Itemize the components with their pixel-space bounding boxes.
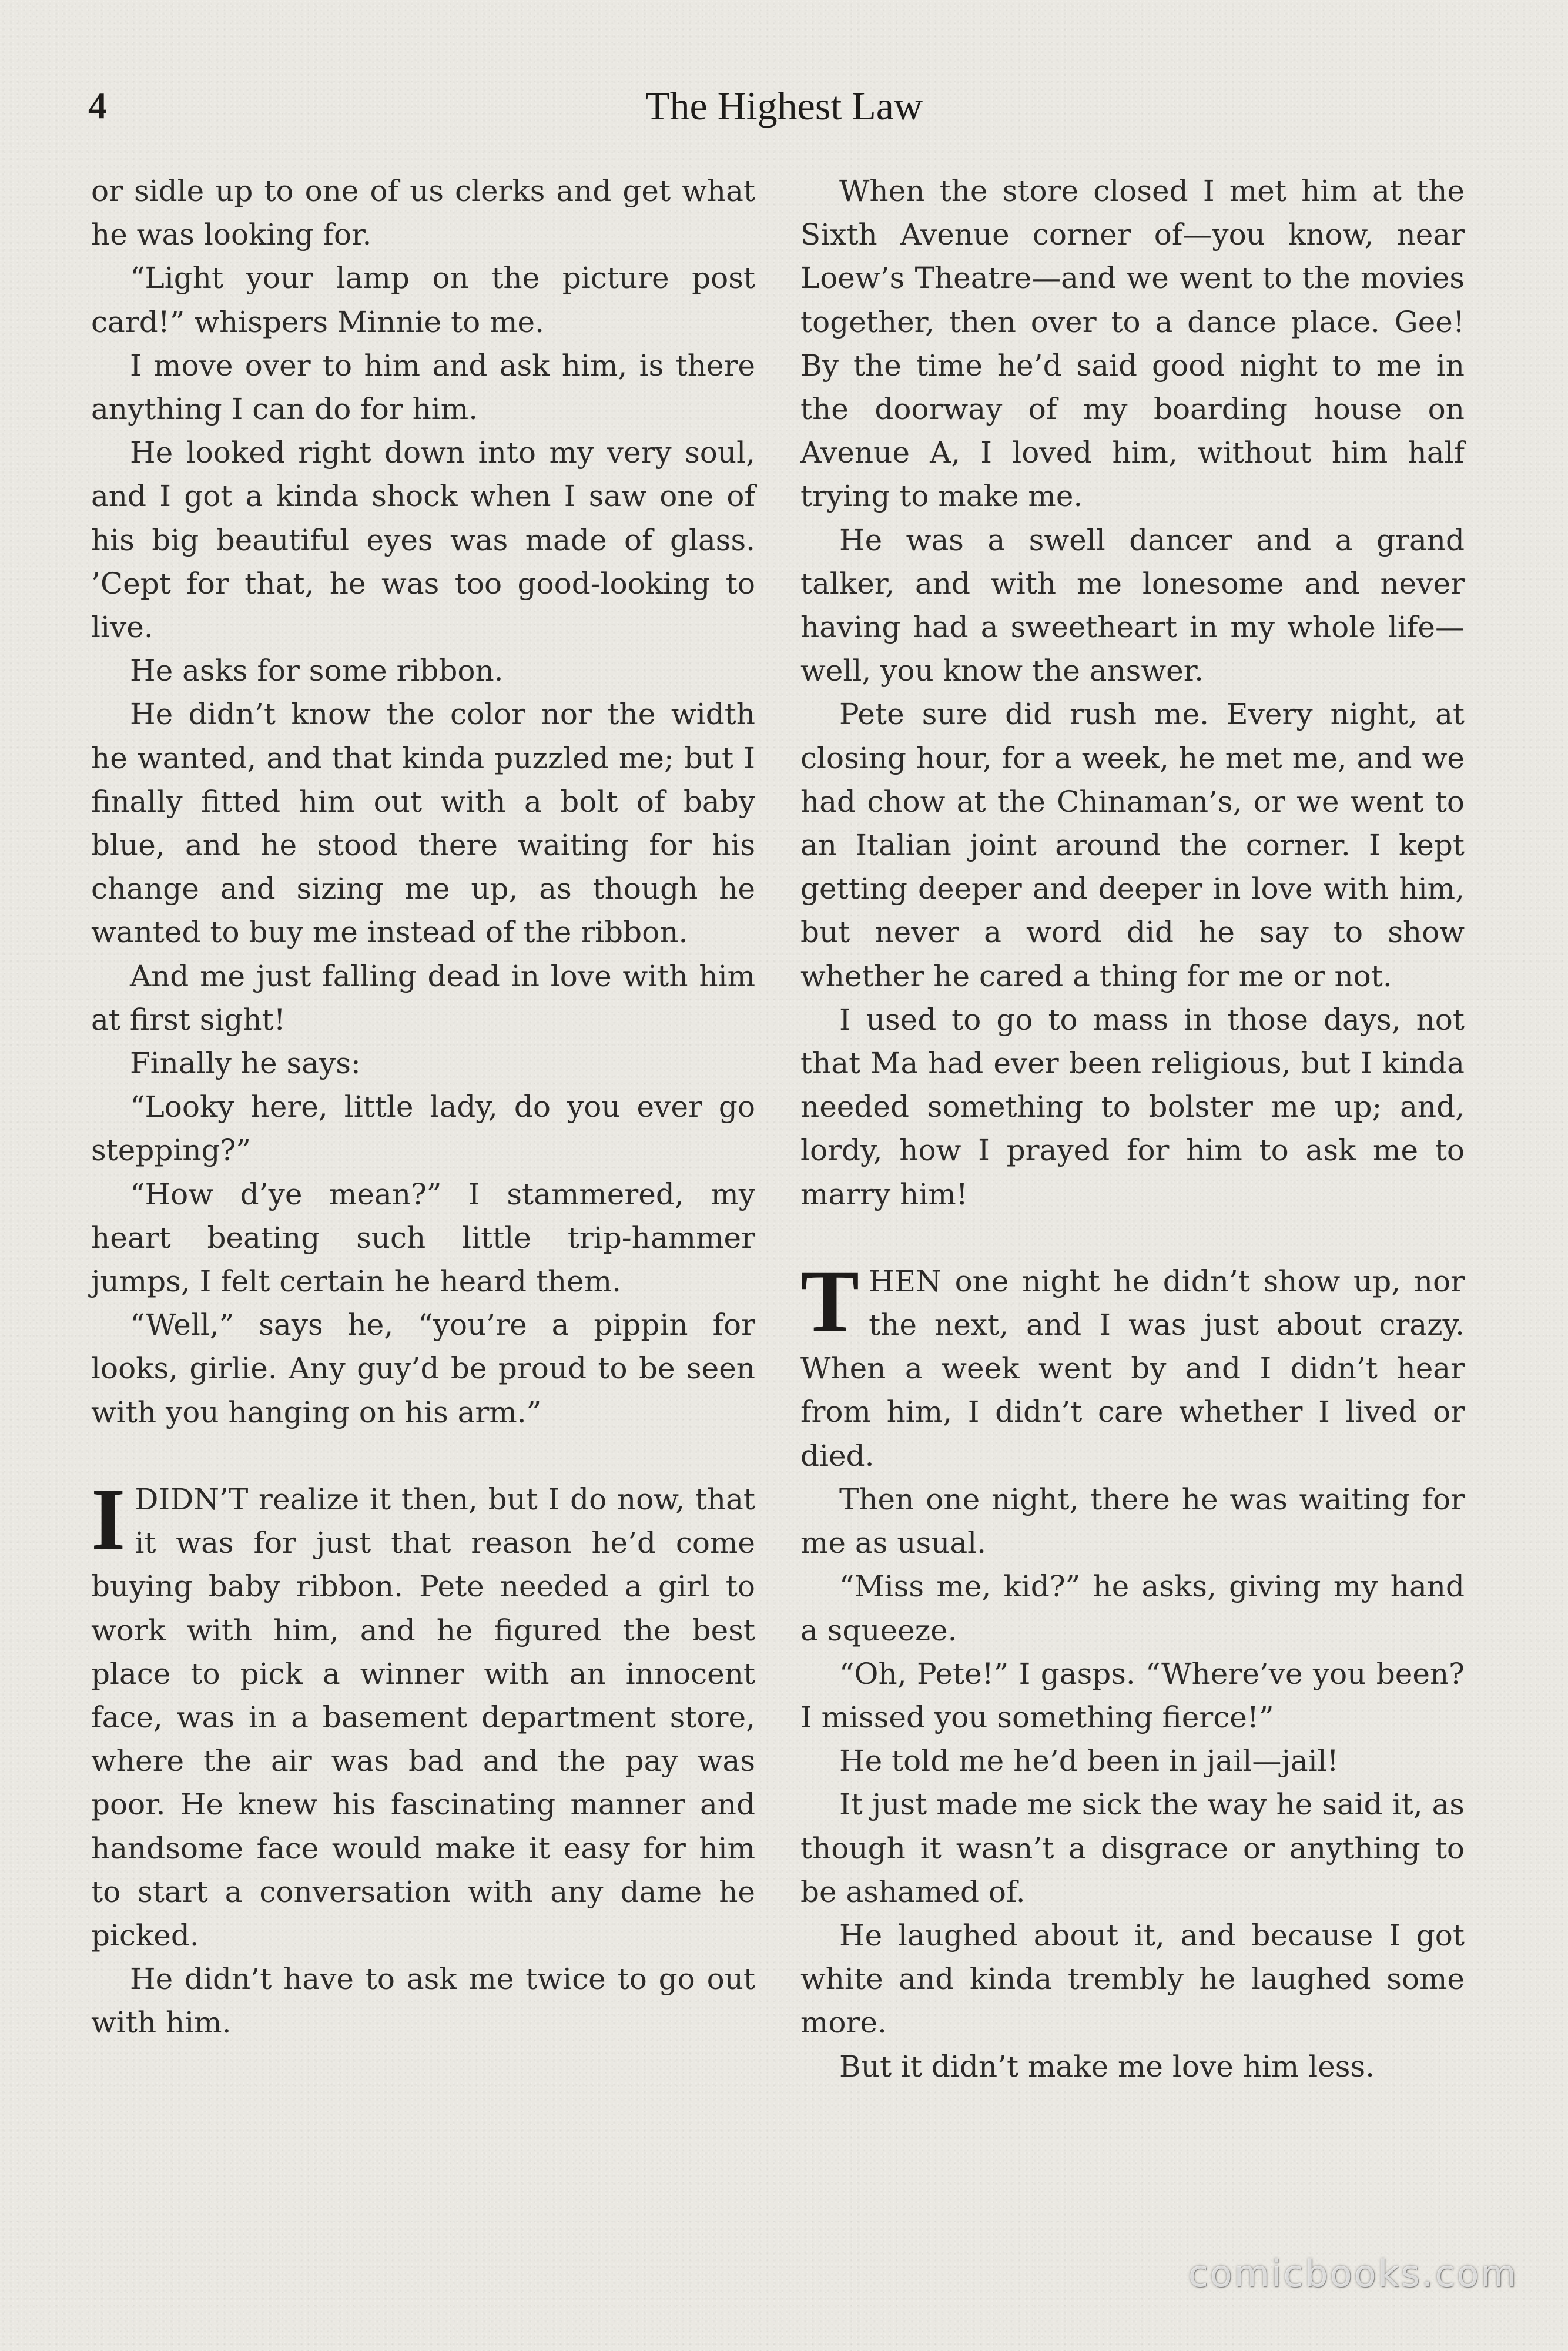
page-number: 4	[88, 85, 107, 126]
right-column	[800, 169, 1465, 2088]
paragraph: He didn’t have to ask me twice to go out with him.	[91, 1962, 755, 2040]
paragraph: or sidle up to one of us clerks and get what he was looking for.	[91, 174, 755, 252]
watermark: comicbooks.com	[1188, 2252, 1518, 2295]
paragraph: Pete sure did rush me. Every night, at closing hour, for a week, he met me, and we had chow at the Chinaman’s, or we went to an Italian joint around the corner. I kept getting deeper and deeper in love with him, but never a word did he say to show whether he cared a thing for me or not.	[800, 697, 1465, 993]
drop-cap: I	[91, 1470, 126, 1568]
paragraph: He laughed about it, and because I got white and kinda trembly he laughed some more.	[800, 1918, 1465, 2040]
paragraph: “Well,” says he, “you’re a pippin for looks, girlie. Any guy’d be proud to be seen with you hanging on his arm.”	[91, 1308, 755, 1429]
paragraph: He looked right down into my very soul, and I got a kinda shock when I saw one of his big beautiful eyes was made of glass. ’Cept for that, he was too good-looking to live.	[91, 436, 755, 645]
paragraph: Finally he says:	[130, 1046, 361, 1081]
paragraph: “Oh, Pete!” I gasps. “Where’ve you been? I missed you something fierce!”	[800, 1656, 1465, 1734]
paragraph: But it didn’t make me love him less.	[839, 2049, 1375, 2084]
paragraph: “Light your lamp on the picture post card!” whispers Minnie to me.	[91, 261, 755, 339]
paragraph: It just made me sick the way he said it, as though it wasn’t a disgrace or anything to be ashamed of.	[800, 1787, 1465, 1909]
left-column	[91, 169, 755, 2045]
drop-cap: T	[800, 1252, 860, 1350]
paragraph: “Looky here, little lady, do you ever go stepping?”	[91, 1090, 755, 1168]
running-head-title: The Highest Law	[645, 83, 923, 128]
paragraph: I move over to him and ask him, is there anything I can do for him.	[91, 348, 755, 427]
paragraph: He told me he’d been in jail—jail!	[839, 1744, 1339, 1779]
paragraph: Then one night, there he was waiting for me as usual.	[800, 1482, 1465, 1560]
paragraph: And me just falling dead in love with him at first sight!	[91, 959, 755, 1037]
paragraph: When the store closed I met him at the Sixth Avenue corner of—you know, near Loew’s Theatre—and we went to the movies together, then over to a dance place. Gee! By the time he’d said good night to me in the doorway of my boarding house on Avenue A, I loved him, without him half trying to make me.	[800, 174, 1465, 514]
paragraph: He was a swell dancer and a grand talker, and with me lonesome and never having had a sweetheart in my whole life—well, you know the answer.	[800, 523, 1465, 688]
section-paragraph	[800, 1252, 1465, 1478]
paragraph: I used to go to mass in those days, not that Ma had ever been religious, but I kinda needed something to bolster me up; and, lordy, how I prayed for him to ask me to marry him!	[800, 1002, 1465, 1211]
paragraph-text: DIDN’T realize it then, but I do now, that it was for just that reason he’d come buying baby ribbon. Pete needed a girl to work with him, and he figured the best place to pick a winner with an innocent face, was in a basement department store, where the air was bad and the pay was poor. He knew his fascinating manner and handsome face would make it easy for him to start a conversation with any dame he picked.	[91, 1482, 755, 1953]
paragraph: “Miss me, kid?” he asks, giving my hand a squeeze.	[800, 1569, 1465, 1647]
section-paragraph	[91, 1470, 755, 1957]
paragraph-text: HEN one night he didn’t show up, nor the next, and I was just about crazy. When a week went by and I didn’t hear from him, I didn’t care whether I lived or died.	[800, 1264, 1465, 1473]
paragraph: He didn’t know the color nor the width he wanted, and that kinda puzzled me; but I finally fitted him out with a bolt of baby blue, and he stood there waiting for his change and sizing me up, as though he wanted to buy me instead of the ribbon.	[91, 697, 755, 950]
paragraph: He asks for some ribbon.	[130, 654, 504, 688]
paragraph: “How d’ye mean?” I stammered, my heart beating such little trip-hammer jumps, I felt certain he heard them.	[91, 1177, 755, 1299]
